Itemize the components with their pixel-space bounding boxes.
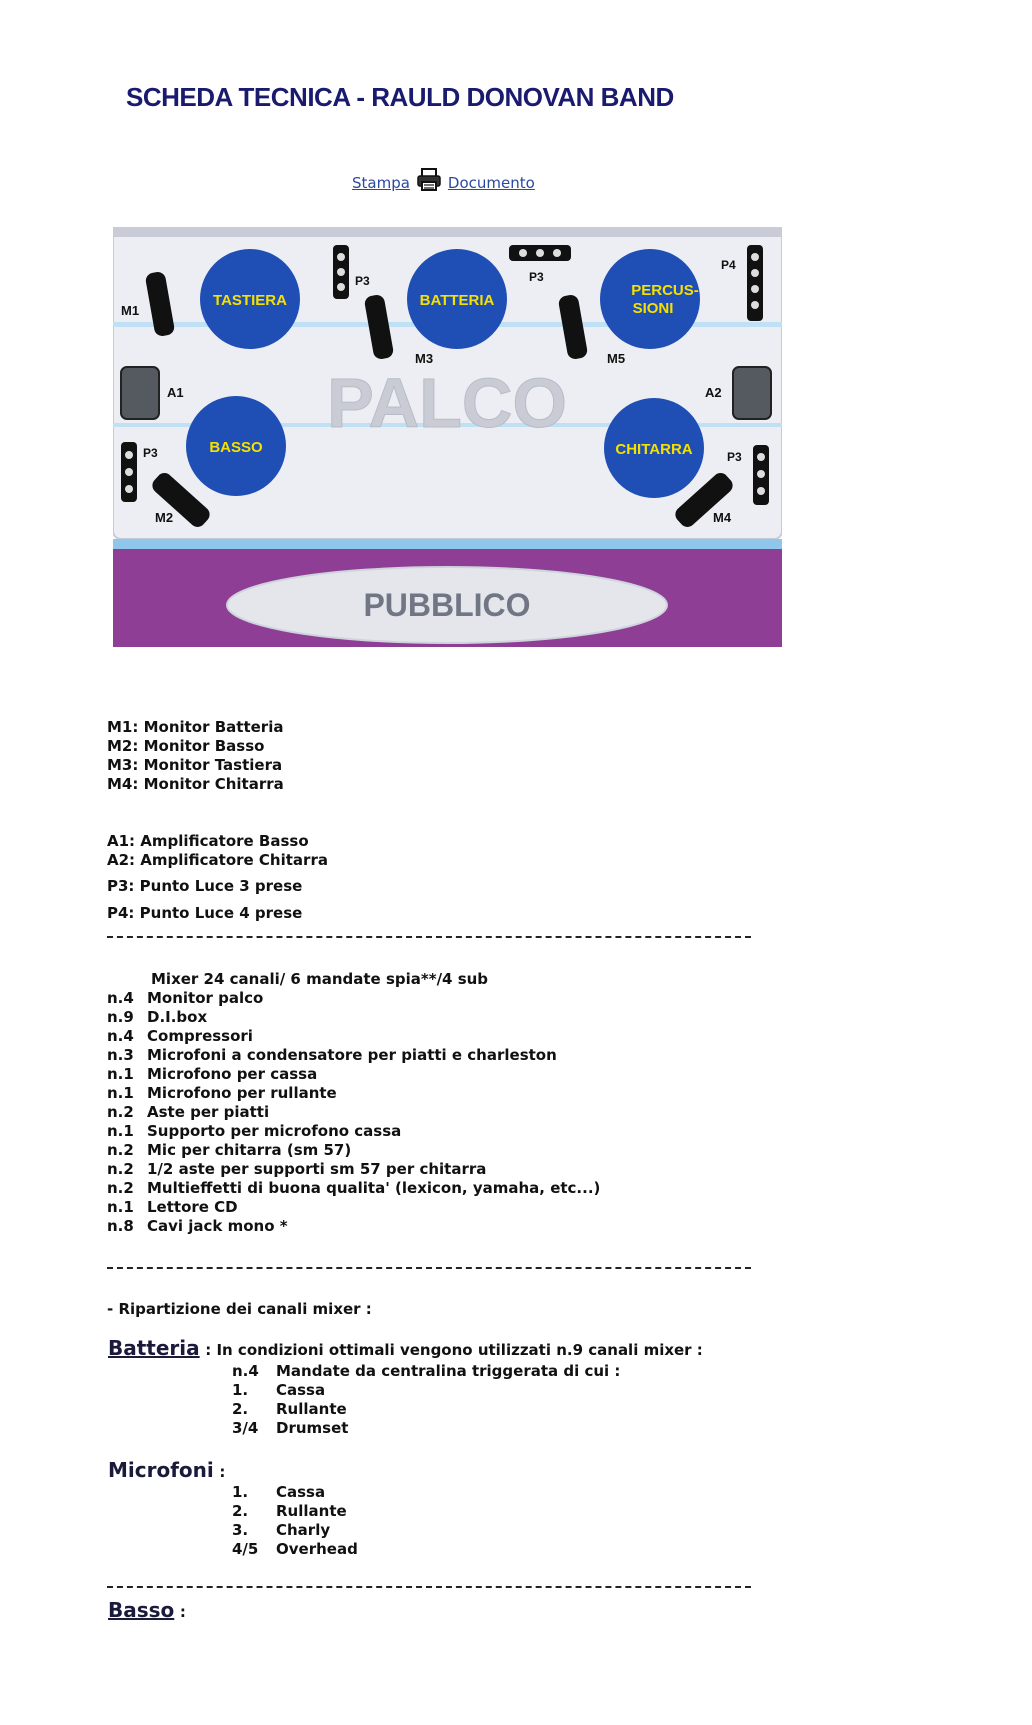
svg-text:P3: P3 [727, 450, 742, 464]
drums-heading-text: : In condizioni ottimali vengono utilizzati n.9 canali mixer : [205, 1341, 703, 1359]
equipment-label: Lettore CD [147, 1198, 238, 1216]
equipment-quantity: n.4 [107, 989, 134, 1007]
equipment-label: Multieffetti di buona qualita' (lexicon, yamaha, etc...) [147, 1179, 601, 1197]
equipment-quantity: n.2 [107, 1160, 134, 1178]
svg-text:CHITARRA: CHITARRA [615, 441, 693, 458]
print-link-label-1[interactable]: Stampa [352, 174, 410, 192]
equipment-label: Supporto per microfono cassa [147, 1122, 402, 1140]
svg-text:M3: M3 [415, 351, 434, 366]
svg-text:A1: A1 [167, 385, 184, 400]
legend-monitors [107, 718, 284, 794]
mics-heading: Microfoni [108, 1458, 214, 1482]
svg-text:A2: A2 [705, 385, 722, 400]
equipment-item [107, 1046, 600, 1065]
equipment-label: 1/2 aste per supporti sm 57 per chitarra [147, 1160, 487, 1178]
svg-text:TASTIERA: TASTIERA [213, 292, 287, 309]
svg-text:M4: M4 [713, 510, 732, 525]
list-item-label: Cassa [276, 1483, 326, 1501]
svg-text:P3: P3 [355, 274, 370, 288]
list-item-number: 1. [232, 1381, 249, 1399]
divider [107, 1586, 751, 1588]
drums-section-heading [108, 1336, 703, 1360]
list-item [232, 1362, 620, 1381]
list-item-number: 3. [232, 1521, 249, 1539]
svg-text:SIONI: SIONI [632, 300, 674, 317]
list-item-label: Overhead [276, 1540, 358, 1558]
list-item-number: 1. [232, 1483, 249, 1501]
svg-text:BASSO: BASSO [209, 439, 263, 456]
list-item [232, 1381, 620, 1400]
equipment-label: Monitor palco [147, 989, 264, 1007]
list-item [232, 1521, 358, 1540]
equipment-label: Microfono per cassa [147, 1065, 318, 1083]
legend-item: A2: Amplificatore Chitarra [107, 851, 328, 869]
equipment-item [107, 1065, 600, 1084]
list-item-label: Charly [276, 1521, 331, 1539]
equipment-quantity: n.1 [107, 1122, 134, 1140]
equipment-item [107, 1122, 600, 1141]
equipment-item [107, 1141, 600, 1160]
svg-text:M5: M5 [607, 351, 626, 366]
percussion-position [600, 249, 700, 349]
divider [107, 1267, 751, 1269]
amp-a2 [733, 367, 771, 419]
list-item-number: 2. [232, 1502, 249, 1520]
svg-text:P3: P3 [529, 270, 544, 284]
page-title: SCHEDA TECNICA - RAULD DONOVAN BAND [126, 82, 674, 112]
channel-split-heading: - Ripartizione dei canali mixer : [107, 1300, 372, 1318]
legend-amps [107, 832, 328, 870]
mics-list [232, 1483, 358, 1559]
list-item [232, 1540, 358, 1559]
equipment-quantity: n.1 [107, 1065, 134, 1083]
print-document-link[interactable] [352, 168, 535, 192]
svg-text:M2: M2 [155, 510, 174, 525]
bass-section-heading [108, 1598, 186, 1622]
equipment-item [107, 1179, 600, 1198]
power-strip-p3-top-left [333, 245, 349, 299]
list-item-label: Cassa [276, 1381, 326, 1399]
equipment-quantity: n.8 [107, 1217, 134, 1235]
equipment-quantity: n.4 [107, 1027, 134, 1045]
legend-item: A1: Amplificatore Basso [107, 832, 309, 850]
legend-p4: P4: Punto Luce 4 prese [107, 904, 303, 922]
equipment-item [107, 989, 600, 1008]
equipment-label: Microfono per rullante [147, 1084, 337, 1102]
legend-item: M4: Monitor Chitarra [107, 775, 284, 793]
list-item-label: Rullante [276, 1502, 347, 1520]
equipment-quantity: n.3 [107, 1046, 134, 1064]
svg-text:P3: P3 [143, 446, 158, 460]
legend-item: M3: Monitor Tastiera [107, 756, 283, 774]
equipment-item [107, 1198, 600, 1217]
stage-label: PALCO [327, 364, 567, 442]
legend-item: M2: Monitor Basso [107, 737, 265, 755]
equipment-label: Microfoni a condensatore per piatti e charleston [147, 1046, 557, 1064]
equipment-quantity: n.2 [107, 1179, 134, 1197]
list-item-number: 4/5 [232, 1540, 259, 1558]
amp-a1 [121, 367, 159, 419]
list-item-number: 2. [232, 1400, 249, 1418]
equipment-label: Compressori [147, 1027, 253, 1045]
svg-text:P4: P4 [721, 258, 736, 272]
list-item-label: Drumset [276, 1419, 349, 1437]
equipment-quantity: n.9 [107, 1008, 134, 1026]
public-label: PUBBLICO [363, 587, 531, 623]
equipment-label: D.I.box [147, 1008, 208, 1026]
power-strip-p3-top-center [509, 245, 571, 261]
legend-item: M1: Monitor Batteria [107, 718, 284, 736]
equipment-item [107, 1160, 600, 1179]
list-item-label: Mandate da centralina triggerata di cui : [276, 1362, 621, 1380]
stage-diagram [113, 227, 782, 647]
mixer-line: Mixer 24 canali/ 6 mandate spia**/4 sub [151, 970, 489, 988]
legend-p3: P3: Punto Luce 3 prese [107, 877, 303, 895]
bass-heading-text: : [179, 1603, 186, 1621]
equipment-label: Aste per piatti [147, 1103, 270, 1121]
bass-heading: Basso [108, 1598, 175, 1622]
equipment-item [107, 1008, 600, 1027]
svg-text:M1: M1 [121, 303, 140, 318]
list-item [232, 1502, 358, 1521]
printer-icon[interactable] [416, 168, 442, 192]
equipment-list [107, 970, 600, 1236]
list-item [232, 1419, 620, 1438]
power-strip-p4 [747, 245, 763, 321]
equipment-quantity: n.2 [107, 1141, 134, 1159]
equipment-item [107, 1103, 600, 1122]
list-item [232, 1400, 620, 1419]
list-item-number: n.4 [232, 1362, 259, 1380]
drums-list [232, 1362, 620, 1438]
equipment-quantity: n.1 [107, 1198, 134, 1216]
print-link-label-2[interactable]: Documento [447, 174, 535, 192]
equipment-label: Mic per chitarra (sm 57) [147, 1141, 352, 1159]
divider [107, 936, 751, 938]
list-item-label: Rullante [276, 1400, 347, 1418]
equipment-item [107, 1084, 600, 1103]
equipment-item [107, 1217, 600, 1236]
mics-heading-text: : [219, 1463, 226, 1481]
equipment-quantity: n.2 [107, 1103, 134, 1121]
mics-section-heading [108, 1458, 225, 1482]
power-strip-p3-left [121, 442, 137, 502]
power-strip-p3-right [753, 445, 769, 505]
svg-text:BATTERIA: BATTERIA [419, 292, 495, 309]
drums-heading: Batteria [108, 1336, 200, 1360]
equipment-item [107, 1027, 600, 1046]
svg-text:PERCUS-: PERCUS- [631, 282, 699, 299]
list-item [232, 1483, 358, 1502]
equipment-quantity: n.1 [107, 1084, 134, 1102]
list-item-number: 3/4 [232, 1419, 259, 1437]
equipment-label: Cavi jack mono * [147, 1217, 288, 1235]
